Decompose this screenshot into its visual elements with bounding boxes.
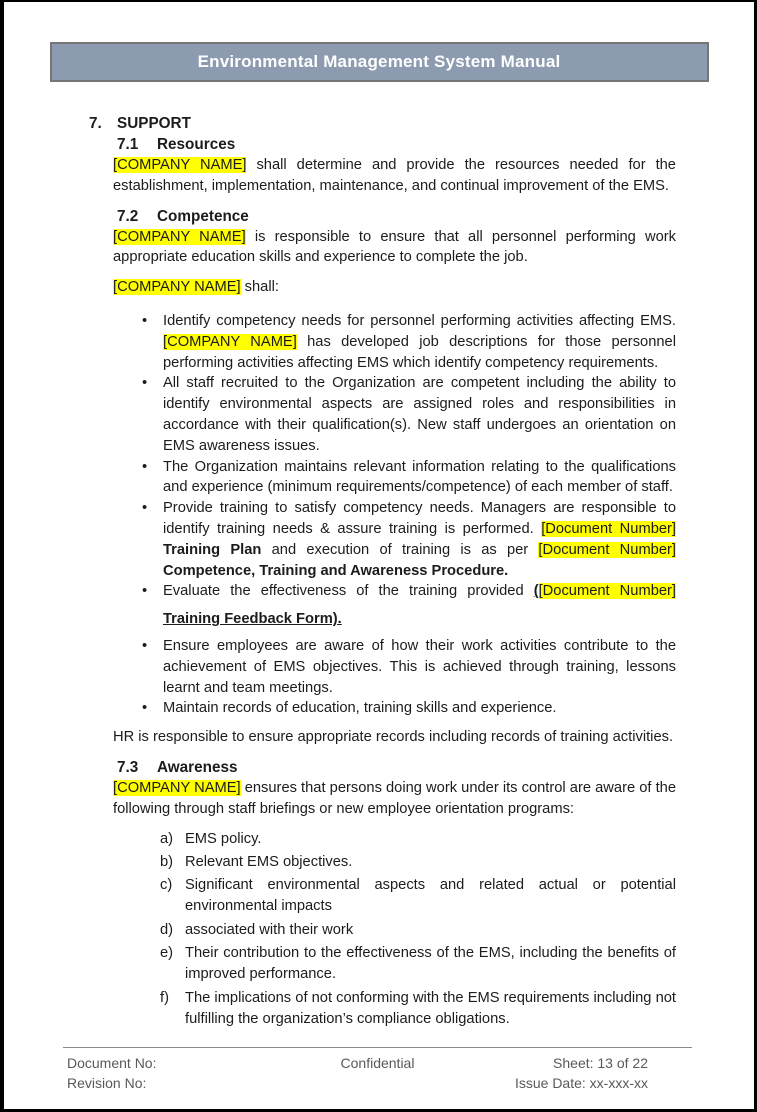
list-marker: f) [160,989,169,1006]
subsection-title-awareness: Awareness [157,758,238,776]
list-marker: e) [160,945,174,961]
document-header-bar [50,42,709,82]
section-heading-support [89,114,676,134]
competence-shall-paragraph: [COMPANY NAME] shall: [113,279,279,296]
list-text: associated with their work [185,921,354,938]
bullet-item-ensure-awareness [142,636,676,698]
document-title: Environmental Management System Manual [197,52,561,71]
lettered-item-implications [160,988,676,1031]
bullet-item-qualifications-records [142,457,676,499]
footer-center-spacer [273,1073,483,1093]
confidential-label: Confidential [340,1055,415,1071]
subsection-number-awareness: 7.3 [117,758,139,776]
bullet-marker: • [142,458,148,475]
lettered-item-associated-work [160,920,676,941]
lettered-item-ems-objectives [160,852,676,873]
subsection-heading-competence [113,207,676,227]
evaluate-line-2: Training Feedback Form). [163,611,342,628]
bullet-item-maintain-records [142,698,676,719]
document-no-label: Document No: [67,1055,157,1071]
bullet-text [163,581,676,636]
list-marker: d) [160,921,174,938]
bullet-text: Maintain records of education, training skills and experience. [163,700,557,717]
bullet-marker: • [142,637,148,654]
list-marker: b) [160,853,174,870]
subsection-heading-awareness [113,758,676,778]
awareness-lettered-list [113,829,676,1031]
list-text: Significant environmental aspects and related actual or potential environmental impacts [185,877,676,915]
bullet-marker: • [142,312,148,329]
sheet-number: Sheet: 13 of 22 [553,1055,648,1071]
subsection-heading-resources [113,135,676,155]
list-text: The implications of not conforming with the EMS requirements including not fulfilling the organization’s compliance obligations. [185,989,676,1027]
bullet-text: The Organization maintains relevant information relating to the qualifications and experience (minimum requirements/competence) of each member of staff. [163,458,676,496]
list-text: Relevant EMS objectives. [185,853,353,870]
document-body [89,114,677,1030]
bullet-item-identify-competency [142,311,676,373]
lettered-item-significant-aspects [160,875,676,918]
list-text: EMS policy. [185,830,262,847]
list-text: Their contribution to the effectiveness of the EMS, including the benefits of improved performance. [185,945,676,983]
bullet-text: Provide training to satisfy competency needs. Managers are responsible to identify training needs & assure training is performed. [Document Number] Training Plan and execution of training is as per [Document Number] Competence, Training and Awareness Procedure. [163,500,676,579]
revision-no-label: Revision No: [67,1075,147,1091]
bullet-item-provide-training [142,498,676,581]
footer-row-2 [63,1073,692,1093]
lettered-item-contribution [160,943,676,986]
evaluate-line-1: Evaluate the effectiveness of the training provided ([Document Number] [163,583,677,600]
bullet-marker: • [142,700,148,717]
section-title: SUPPORT [117,115,191,132]
bullet-text: Identify competency needs for personnel performing activities affecting EMS. [COMPANY NAME] has developed job descriptions for those personnel performing activities affecting EMS which identify competency requirements. [163,312,676,371]
competence-intro-paragraph: [COMPANY NAME] is responsible to ensure that all personnel performing work appropriate education skills and experience to complete the job. [113,228,676,266]
subsection-title-competence: Competence [157,207,249,225]
subsection-number-competence: 7.2 [117,207,139,225]
list-marker: c) [160,877,173,894]
list-marker: a) [160,830,174,847]
subsection-title-resources: Resources [157,136,236,153]
bullet-text: All staff recruited to the Organization are competent including the ability to identify environmental aspects are assigned roles and responsibilities in accordance with their qualification(s). New staff undergoes an orientation on EMS awareness issues. [163,375,676,454]
awareness-intro-paragraph: [COMPANY NAME] ensures that persons doing work under its control are aware of the following through staff briefings or new employee orientation programs: [113,779,676,817]
bullet-marker: • [142,583,148,600]
bullet-marker: • [142,500,148,517]
subsection-number-resources: 7.1 [117,136,139,153]
lettered-item-ems-policy [160,829,676,850]
bullet-item-evaluate-training [142,581,676,636]
page-footer [63,1047,692,1093]
footer-row-1 [63,1053,692,1073]
issue-date: Issue Date: xx-xxx-xx [514,1075,648,1091]
section-number: 7. [89,115,102,132]
bullet-marker: • [142,375,148,392]
competence-bullet-list [113,311,676,719]
resources-paragraph: [COMPANY NAME] shall determine and provide the resources needed for the establishment, implementation, maintenance, and continual improvement of the EMS. [113,157,676,194]
bullet-text: Ensure employees are aware of how their work activities contribute to the achievement of EMS objectives. This is achieved through training, lessons learnt and team meetings. [163,637,676,696]
hr-responsibility-paragraph: HR is responsible to ensure appropriate records including records of training activities. [113,729,674,746]
bullet-item-staff-competent [142,373,676,456]
